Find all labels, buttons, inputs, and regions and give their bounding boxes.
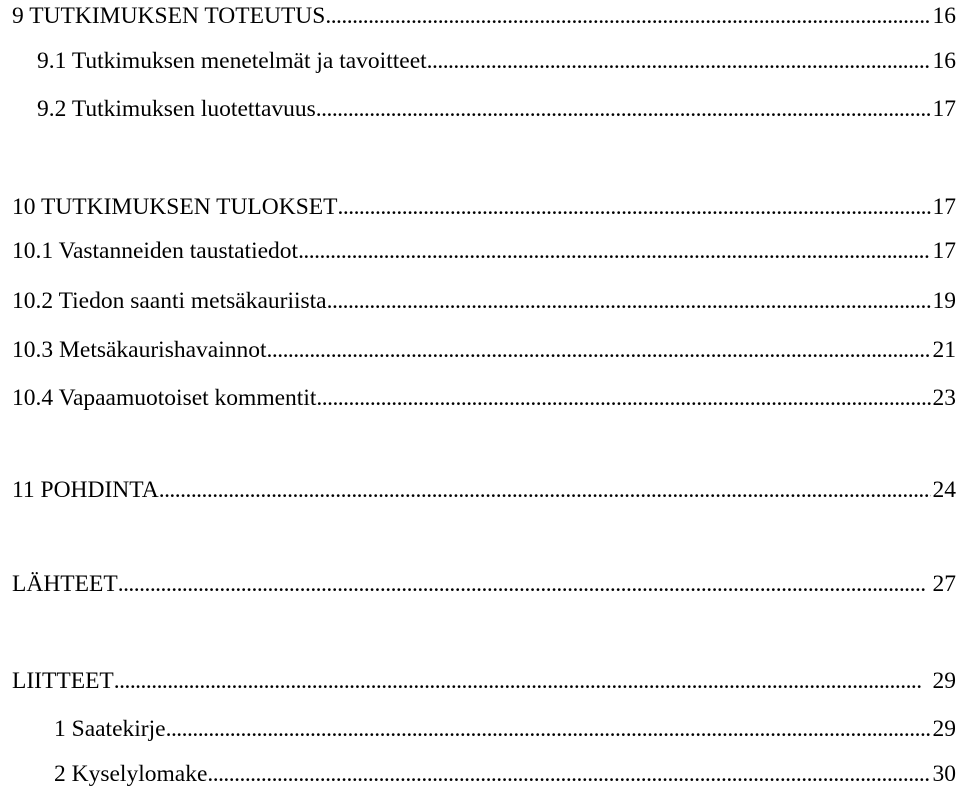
toc-entry-title: LIITTEET: [12, 668, 114, 694]
toc-entry-page-number: 27: [932, 571, 956, 597]
toc-entry-page-number: 30: [932, 761, 956, 787]
toc-entry-title: 10.1 Vastanneiden taustatiedot: [12, 238, 299, 264]
toc-entry-page-number: 19: [932, 288, 956, 314]
toc-entry-section-10-1[interactable]: [12, 235, 956, 265]
toc-entry-page-number: 29: [932, 716, 956, 742]
dot-leader: [166, 715, 931, 743]
toc-entry-title: 10.2 Tiedon saanti metsäkauriista: [12, 288, 327, 314]
dot-leader: [159, 476, 931, 504]
dot-leader: [114, 667, 931, 695]
dot-leader: [316, 384, 930, 412]
toc-entry-title: LÄHTEET: [12, 571, 118, 597]
toc-entry-liitteet[interactable]: [12, 665, 956, 695]
toc-entry-title: 9 TUTKIMUKSEN TOTEUTUS: [12, 3, 326, 29]
toc-entry-section-10-4[interactable]: [12, 382, 956, 412]
toc-entry-title: 9.2 Tutkimuksen luotettavuus: [37, 96, 316, 122]
toc-entry-page-number: 17: [932, 238, 956, 264]
toc-entry-page-number: 24: [932, 477, 956, 503]
dot-leader: [427, 47, 931, 75]
toc-entry-lahteet[interactable]: [12, 568, 956, 598]
toc-entry-section-9-1[interactable]: [37, 45, 956, 75]
toc-entry-title: 10.3 Metsäkaurishavainnot: [12, 337, 267, 363]
toc-entry-chapter-10[interactable]: [12, 191, 956, 221]
dot-leader: [267, 336, 931, 364]
dot-leader: [338, 193, 931, 221]
toc-entry-chapter-9[interactable]: [12, 0, 956, 30]
toc-entry-chapter-11[interactable]: [12, 474, 956, 504]
toc-entry-title: 10 TUTKIMUKSEN TULOKSET: [12, 194, 338, 220]
toc-entry-title: 1 Saatekirje: [54, 716, 166, 742]
dot-leader: [316, 95, 931, 123]
toc-entry-page-number: 17: [932, 96, 956, 122]
toc-entry-title: 11 POHDINTA: [12, 477, 159, 503]
dot-leader: [325, 2, 930, 30]
dot-leader: [207, 760, 930, 788]
toc-entry-page-number: 29: [932, 668, 956, 694]
toc-entry-section-10-3[interactable]: [12, 334, 956, 364]
dot-leader: [327, 287, 931, 315]
toc-entry-page-number: 16: [932, 3, 956, 29]
dot-leader: [298, 237, 930, 265]
toc-entry-appendix-1[interactable]: [54, 713, 956, 743]
toc-entry-title: 9.1 Tutkimuksen menetelmät ja tavoitteet: [37, 48, 427, 74]
toc-entry-page-number: 16: [932, 48, 956, 74]
dot-leader: [118, 570, 931, 598]
toc-entry-page-number: 21: [932, 337, 956, 363]
toc-entry-page-number: 17: [932, 194, 956, 220]
toc-entry-title: 10.4 Vapaamuotoiset kommentit: [12, 385, 317, 411]
toc-entry-page-number: 23: [932, 385, 956, 411]
toc-entry-section-10-2[interactable]: [12, 285, 956, 315]
toc-entry-title: 2 Kyselylomake: [54, 761, 208, 787]
toc-entry-appendix-2[interactable]: [54, 758, 956, 788]
toc-entry-section-9-2[interactable]: [37, 93, 956, 123]
